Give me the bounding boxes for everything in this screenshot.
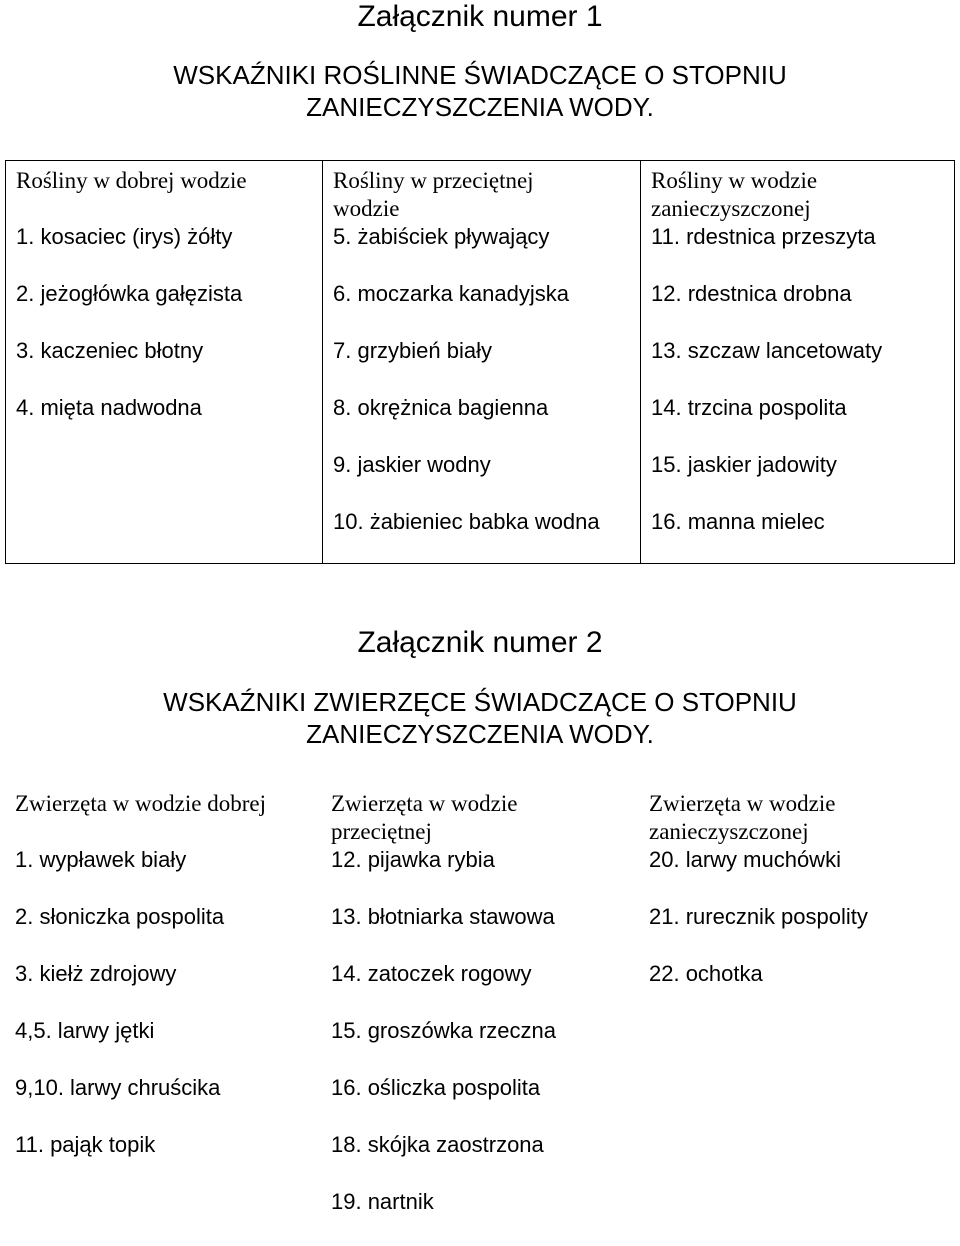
list-item: 15. jaskier jadowity	[651, 452, 837, 477]
list-item: 16. manna mielec	[651, 509, 825, 534]
list-item: 13. błotniarka stawowa	[331, 904, 555, 929]
list-item: 2. słoniczka pospolita	[15, 904, 225, 929]
col-header: Zwierzęta w wodzie przeciętnej	[331, 791, 518, 844]
col-average-water	[322, 161, 641, 563]
list-item: 4,5. larwy jętki	[15, 1018, 155, 1043]
col-good-water	[6, 161, 322, 563]
list-item: 5. żabiściek pływający	[333, 224, 550, 249]
list-item: 14. zatoczek rogowy	[331, 961, 532, 986]
annex-1-title: Załącznik numer 1	[357, 0, 603, 33]
col-header: Zwierzęta w wodzie dobrej	[15, 791, 266, 816]
annex-2-subtitle-line-2: ZANIECZYSZCZENIA WODY.	[306, 719, 654, 749]
annex-2-subtitle-line-1: WSKAŹNIKI ZWIERZĘCE ŚWIADCZĄCE O STOPNIU	[163, 687, 797, 717]
list-item: 6. moczarka kanadyjska	[333, 281, 569, 306]
list-item: 12. pijawka rybia	[331, 847, 495, 872]
list-item: 14. trzcina pospolita	[651, 395, 847, 420]
animal-indicators-table	[5, 784, 955, 1224]
list-item: 11. pająk topik	[15, 1132, 156, 1157]
list-item: 10. żabieniec babka wodna	[333, 509, 600, 534]
annex-2-title: Załącznik numer 2	[357, 626, 603, 659]
list-item: 2. jeżogłówka gałęzista	[16, 281, 243, 306]
list-item: 7. grzybień biały	[333, 338, 492, 363]
list-item: 3. kiełż zdrojowy	[15, 961, 177, 986]
list-item: 9. jaskier wodny	[333, 452, 491, 477]
col-polluted-water	[639, 784, 955, 1224]
annex-1-subtitle-line-1: WSKAŹNIKI ROŚLINNE ŚWIADCZĄCE O STOPNIU	[173, 60, 787, 90]
list-item: 20. larwy muchówki	[649, 847, 841, 872]
list-item: 9,10. larwy chruścika	[15, 1075, 221, 1100]
plant-indicators-table	[5, 160, 955, 564]
list-item: 1. kosaciec (irys) żółty	[16, 224, 233, 249]
list-item: 16. ośliczka pospolita	[331, 1075, 541, 1100]
list-item: 18. skójka zaostrzona	[331, 1132, 544, 1157]
col-good-water	[5, 784, 321, 1224]
list-item: 15. groszówka rzeczna	[331, 1018, 556, 1043]
col-header: Zwierzęta w wodzie zanieczyszczonej	[649, 791, 836, 844]
list-item: 12. rdestnica drobna	[651, 281, 852, 306]
list-item: 8. okrężnica bagienna	[333, 395, 549, 420]
list-item: 3. kaczeniec błotny	[16, 338, 204, 363]
col-header: Rośliny w dobrej wodzie	[16, 168, 247, 193]
col-header: Rośliny w przeciętnej wodzie	[333, 168, 534, 221]
list-item: 13. szczaw lancetowaty	[651, 338, 883, 363]
list-item: 4. mięta nadwodna	[16, 395, 202, 420]
list-item: 11. rdestnica przeszyta	[651, 224, 876, 249]
annex-1-subtitle-line-2: ZANIECZYSZCZENIA WODY.	[306, 92, 654, 122]
list-item: 22. ochotka	[649, 961, 763, 986]
list-item: 1. wypławek biały	[15, 847, 187, 872]
col-polluted-water	[640, 161, 954, 563]
list-item: 21. rurecznik pospolity	[649, 904, 868, 929]
list-item: 19. nartnik	[331, 1189, 434, 1214]
col-header: Rośliny w wodzie zanieczyszczonej	[651, 168, 818, 221]
col-average-water	[321, 784, 639, 1224]
